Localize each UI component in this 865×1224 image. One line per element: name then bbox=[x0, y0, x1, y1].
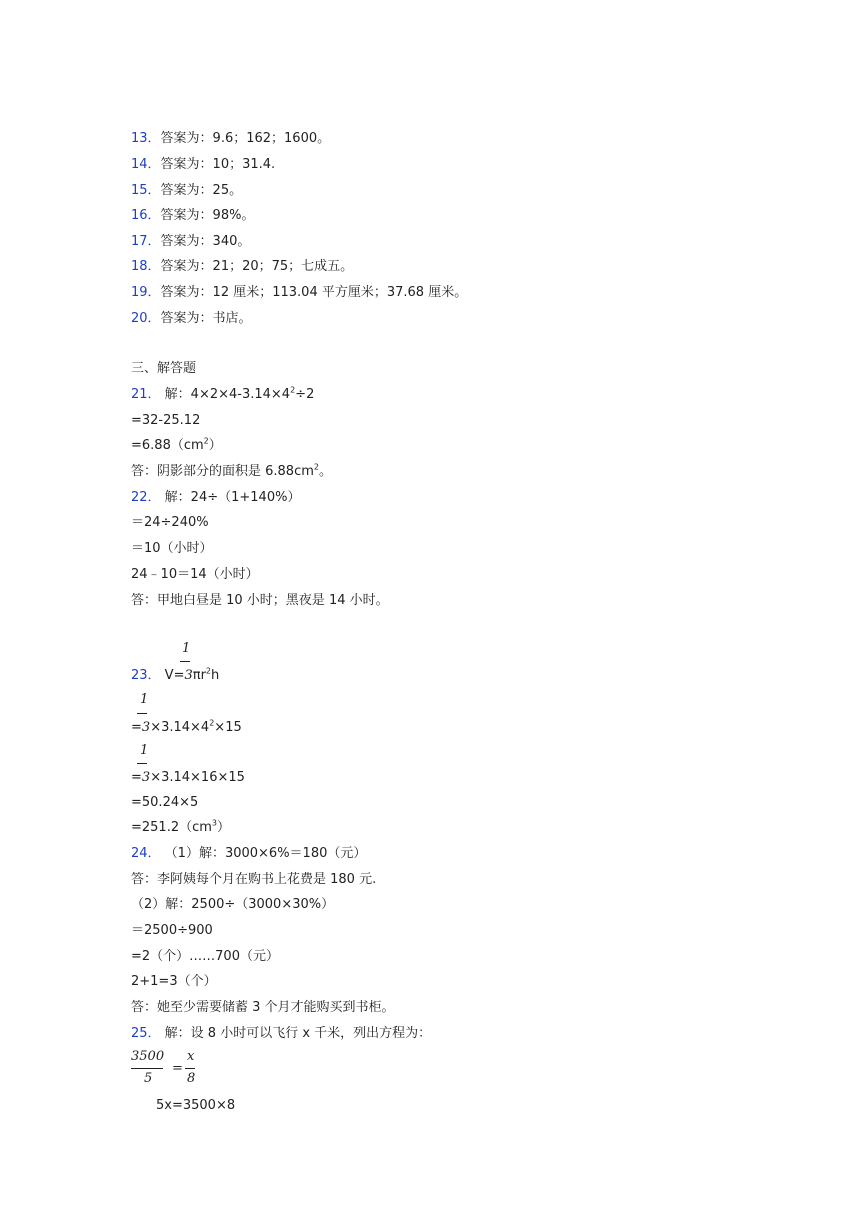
answer-15 bbox=[131, 182, 242, 200]
formula-text: V= bbox=[160, 668, 185, 683]
answer-14 bbox=[131, 156, 275, 174]
fraction-denominator: 3 bbox=[141, 720, 151, 735]
formula-text: h bbox=[211, 668, 220, 683]
q22-answer: 答：甲地白昼是 10 小时；黑夜是 14 小时。 bbox=[131, 593, 389, 608]
q22-line1 bbox=[131, 489, 300, 507]
q22-line4: 24﹣10＝14（小时） bbox=[131, 567, 259, 582]
q23-line2 bbox=[131, 719, 242, 737]
fraction-numerator: 1 bbox=[140, 743, 149, 758]
q25-line2: 5x=3500×8 bbox=[156, 1098, 236, 1113]
question-number: 20． bbox=[131, 311, 161, 326]
answer-text: 答案为：9.6；162；1600。 bbox=[160, 131, 331, 146]
answer-text: 答案为：340。 bbox=[160, 234, 251, 249]
formula-text: ×15 bbox=[214, 720, 242, 735]
fraction-numerator: 1 bbox=[182, 641, 191, 656]
answer-text: 。 bbox=[318, 464, 332, 479]
formula-text: 解：24÷（1+140%） bbox=[160, 490, 301, 505]
q23-line3 bbox=[131, 769, 245, 787]
fraction-denominator: 3 bbox=[184, 668, 193, 683]
q24-line4: ＝2500÷900 bbox=[131, 923, 213, 938]
superscript: 2 bbox=[205, 666, 212, 676]
question-number: 23． bbox=[131, 668, 161, 683]
superscript: 2 bbox=[313, 462, 319, 472]
answer-17 bbox=[131, 233, 250, 251]
answer-text: 答案为：21；20；75；七成五。 bbox=[160, 259, 354, 274]
equation-left-denominator: 5 bbox=[144, 1071, 153, 1086]
equation-left-numerator: 3500 bbox=[131, 1049, 165, 1064]
fraction-numerator: 1 bbox=[140, 692, 149, 707]
q24-line3: （2）解：2500÷（3000×30%） bbox=[131, 897, 335, 912]
formula-text: ×3.14×16×15 bbox=[150, 770, 245, 785]
answer-13 bbox=[131, 130, 330, 148]
q24-answer1: 答：李阿姨每个月在购书上花费是 180 元. bbox=[131, 872, 377, 887]
fraction-bar bbox=[131, 1068, 163, 1069]
answer-text: 答案为：书店。 bbox=[160, 311, 252, 326]
formula-text: ×3.14×4 bbox=[150, 720, 210, 735]
equation-right-numerator: x bbox=[187, 1049, 195, 1064]
superscript: 2 bbox=[290, 385, 296, 395]
fraction-bar bbox=[137, 713, 147, 714]
fraction-bar bbox=[180, 661, 190, 662]
question-number: 14． bbox=[131, 157, 161, 172]
formula-text: =6.88（cm bbox=[131, 438, 204, 453]
answer-20 bbox=[131, 310, 252, 328]
superscript: 2 bbox=[209, 718, 215, 728]
fraction-denominator: 3 bbox=[141, 770, 151, 785]
q21-line1 bbox=[131, 386, 314, 404]
question-number: 13． bbox=[131, 131, 161, 146]
question-number: 16． bbox=[131, 208, 161, 223]
q24-line5: =2（个）……700（元） bbox=[131, 949, 279, 964]
formula-text: πr bbox=[192, 668, 206, 683]
question-number: 25． bbox=[131, 1026, 161, 1041]
superscript: 2 bbox=[203, 436, 209, 446]
q24-answer2: 答：她至少需要储蓄 3 个月才能购买到书柜。 bbox=[131, 1000, 395, 1015]
question-number: 19． bbox=[131, 285, 161, 300]
q24-line1 bbox=[131, 845, 366, 863]
equation-right-denominator: 8 bbox=[187, 1071, 196, 1086]
formula-text: ） bbox=[208, 438, 222, 453]
answer-text: 答案为：12 厘米；113.04 平方厘米；37.68 厘米。 bbox=[160, 285, 468, 300]
question-number: 17． bbox=[131, 234, 161, 249]
formula-text: = bbox=[131, 770, 142, 785]
q22-line2: ＝24÷240% bbox=[131, 515, 209, 530]
question-number: 21． bbox=[131, 387, 161, 402]
q21-line3 bbox=[131, 437, 222, 455]
q23-line1 bbox=[131, 667, 219, 685]
question-number: 24． bbox=[131, 846, 161, 861]
q23-line5 bbox=[131, 819, 230, 837]
q24-line6: 2+1=3（个） bbox=[131, 974, 217, 989]
formula-text: ） bbox=[217, 820, 231, 835]
section-title: 三、解答题 bbox=[131, 361, 197, 376]
fraction-bar bbox=[185, 1068, 195, 1069]
equals-sign: = bbox=[172, 1061, 183, 1076]
answer-16 bbox=[131, 207, 254, 225]
answer-text: 答案为：10；31.4. bbox=[160, 157, 276, 172]
superscript: 3 bbox=[211, 818, 218, 828]
answer-19 bbox=[131, 284, 467, 302]
answer-18 bbox=[131, 258, 353, 276]
formula-text: = bbox=[131, 720, 142, 735]
formula-text: ÷2 bbox=[295, 387, 315, 402]
answer-text: 答：阴影部分的面积是 6.88cm bbox=[131, 464, 314, 479]
q21-answer bbox=[131, 463, 332, 481]
formula-text: （1）解：3000×6%＝180（元） bbox=[160, 846, 367, 861]
question-number: 15． bbox=[131, 183, 161, 198]
q21-line2: =32-25.12 bbox=[131, 413, 201, 428]
answer-text: 答案为：98%。 bbox=[160, 208, 255, 223]
fraction-bar bbox=[137, 763, 147, 764]
formula-text: 解：设 8 小时可以飞行 x 千米，列出方程为： bbox=[160, 1026, 432, 1041]
q23-line4: =50.24×5 bbox=[131, 795, 199, 810]
formula-text: 解：4×2×4-3.14×4 bbox=[160, 387, 291, 402]
answer-text: 答案为：25。 bbox=[160, 183, 243, 198]
question-number: 22． bbox=[131, 490, 161, 505]
q25-line1 bbox=[131, 1025, 431, 1043]
formula-text: =251.2（cm bbox=[131, 820, 212, 835]
question-number: 18． bbox=[131, 259, 161, 274]
q22-line3: ＝10（小时） bbox=[131, 541, 213, 556]
